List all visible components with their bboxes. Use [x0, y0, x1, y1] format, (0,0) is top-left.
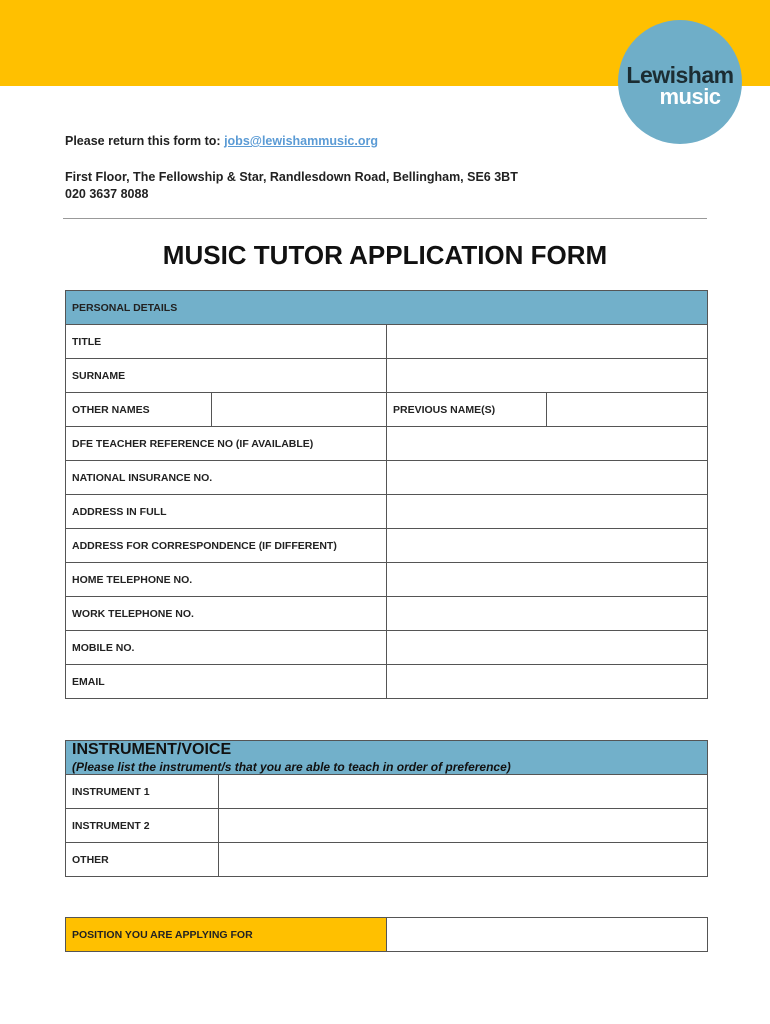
return-label: Please return this form to:: [65, 134, 221, 148]
instrument-2-label: INSTRUMENT 2: [66, 809, 219, 843]
phone-line: 020 3637 8088: [65, 187, 149, 201]
address-corr-label: ADDRESS FOR CORRESPONDENCE (IF DIFFERENT): [66, 529, 387, 563]
position-table: [65, 917, 708, 952]
form-title: MUSIC TUTOR APPLICATION FORM: [162, 240, 608, 270]
other-instrument-field[interactable]: [219, 843, 708, 877]
dfe-label: DFE TEACHER REFERENCE NO (IF AVAILABLE): [66, 427, 387, 461]
mobile-label: MOBILE NO.: [66, 631, 387, 665]
email-label: EMAIL: [66, 665, 387, 699]
instrument-heading-title: INSTRUMENT/VOICE: [72, 741, 232, 758]
logo-line-2: music: [659, 84, 721, 109]
title-field[interactable]: [387, 325, 708, 359]
email-field[interactable]: [387, 665, 708, 699]
previous-names-field[interactable]: [547, 393, 708, 427]
instrument-table: [65, 740, 708, 877]
instrument-1-label: INSTRUMENT 1: [66, 775, 219, 809]
instrument-heading-note: (Please list the instrument/s that you are able to teach in order of preference): [72, 760, 511, 774]
position-field[interactable]: [387, 918, 708, 952]
address-corr-field[interactable]: [387, 529, 708, 563]
dfe-field[interactable]: [387, 427, 708, 461]
instrument-heading: [66, 741, 708, 775]
previous-names-label: PREVIOUS NAME(S): [387, 393, 547, 427]
other-names-field[interactable]: [212, 393, 387, 427]
work-tel-label: WORK TELEPHONE NO.: [66, 597, 387, 631]
personal-details-table: [65, 290, 708, 699]
email-link[interactable]: jobs@lewishammusic.org: [224, 134, 378, 148]
title-label: TITLE: [66, 325, 387, 359]
home-tel-label: HOME TELEPHONE NO.: [66, 563, 387, 597]
mobile-field[interactable]: [387, 631, 708, 665]
surname-label: SURNAME: [66, 359, 387, 393]
logo-line-1: Lewisham: [626, 62, 734, 88]
other-instrument-label: OTHER: [66, 843, 219, 877]
ni-label: NATIONAL INSURANCE NO.: [66, 461, 387, 495]
lewisham-music-logo: [618, 20, 742, 144]
address-field[interactable]: [387, 495, 708, 529]
instrument-1-field[interactable]: [219, 775, 708, 809]
personal-details-heading: PERSONAL DETAILS: [66, 291, 708, 325]
home-tel-field[interactable]: [387, 563, 708, 597]
ni-field[interactable]: [387, 461, 708, 495]
instrument-2-field[interactable]: [219, 809, 708, 843]
address-line: First Floor, The Fellowship & Star, Randlesdown Road, Bellingham, SE6 3BT: [65, 170, 518, 184]
other-names-label: OTHER NAMES: [66, 393, 212, 427]
return-instructions: [65, 134, 378, 148]
work-tel-field[interactable]: [387, 597, 708, 631]
position-label: POSITION YOU ARE APPLYING FOR: [66, 918, 387, 952]
surname-field[interactable]: [387, 359, 708, 393]
address-label: ADDRESS IN FULL: [66, 495, 387, 529]
divider: [63, 218, 707, 219]
